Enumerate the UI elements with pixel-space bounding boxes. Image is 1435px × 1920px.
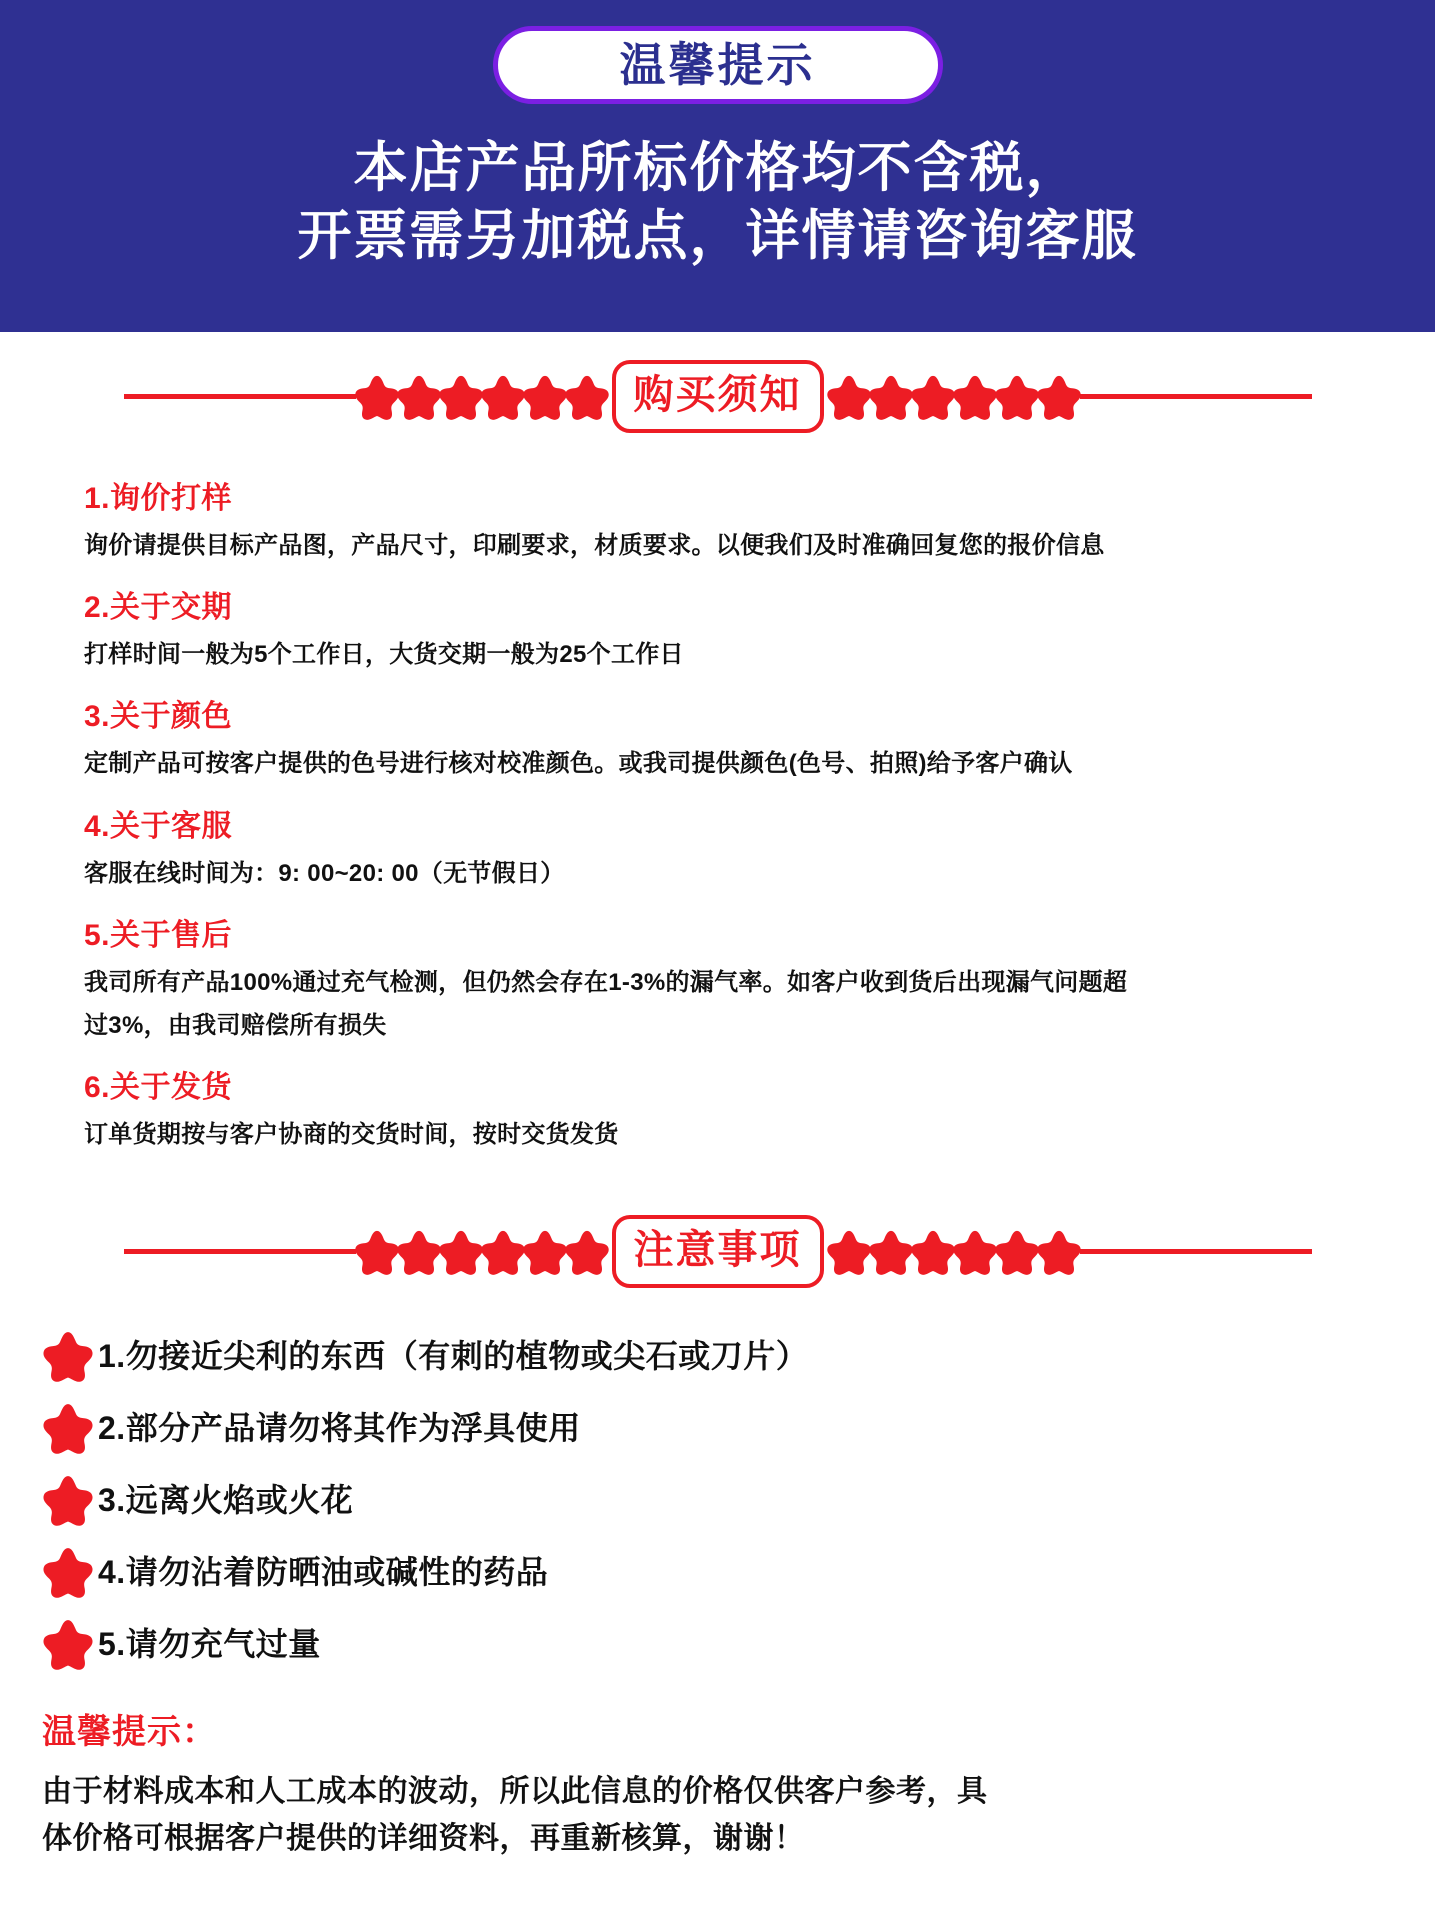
notice-heading: 6.关于发货 (84, 1071, 233, 1105)
notice-body-continued: 过3%，由我司赔偿所有损失 (84, 1011, 387, 1039)
divider-rule-left (124, 394, 356, 399)
divider-label-box-purchase-notice (612, 360, 824, 433)
notice-item (84, 910, 1435, 1044)
notice-heading: 4.关于客服 (84, 809, 233, 843)
attention-item (42, 1330, 1435, 1382)
footer-tip-line-1: 由于材料成本和人工成本的波动，所以此信息的价格仅供客户参考，具 (42, 1775, 988, 1809)
notice-item (84, 801, 1435, 892)
footer-tip (0, 1690, 1435, 1862)
header-line-2: 开票需另加税点，详情请咨询客服 (297, 206, 1138, 267)
notice-item (84, 691, 1435, 782)
divider-attention (0, 1215, 1435, 1288)
attention-text: 3.远离火焰或火花 (98, 1482, 354, 1519)
star-icon (564, 374, 610, 420)
notice-body: 我司所有产品100%通过充气检测，但仍然会存在1-3%的漏气率。如客户收到货后出现漏气问题超 (84, 968, 1128, 996)
attention-item (42, 1402, 1435, 1454)
attention-text: 4.请勿沾着防晒油或碱性的药品 (98, 1554, 549, 1591)
notice-item (84, 1062, 1435, 1153)
divider-stars-right (828, 1229, 1080, 1275)
star-icon (396, 374, 442, 420)
notice-heading: 5.关于售后 (84, 918, 233, 952)
star-icon (952, 374, 998, 420)
attention-item (42, 1474, 1435, 1526)
header-badge (493, 26, 943, 104)
purchase-notice-list (0, 433, 1435, 1153)
star-icon (438, 1229, 484, 1275)
attention-text: 2.部分产品请勿将其作为浮具使用 (98, 1410, 581, 1447)
notice-heading: 1.询价打样 (84, 482, 233, 515)
notice-body: 打样时间一般为5个工作日，大货交期一般为25个工作日 (84, 641, 684, 669)
notice-item (84, 473, 1435, 564)
notice-body: 客服在线时间为：9: 00~20: 00（无节假日） (84, 859, 565, 887)
star-icon (42, 1402, 94, 1454)
star-icon (564, 1229, 610, 1275)
notice-heading: 2.关于交期 (84, 591, 233, 625)
attention-text: 5.请勿充气过量 (98, 1626, 321, 1663)
star-icon (994, 1229, 1040, 1275)
notice-body: 定制产品可按客户提供的色号进行核对校准颜色。或我司提供颜色(色号、拍照)给予客户确认 (84, 750, 1073, 778)
header-badge-label: 温馨提示 (619, 39, 816, 91)
star-icon (42, 1546, 94, 1598)
star-icon (952, 1229, 998, 1275)
star-icon (826, 374, 872, 420)
divider-stars-left (356, 374, 608, 420)
notice-heading: 3.关于颜色 (84, 700, 233, 734)
header-banner (0, 0, 1435, 332)
star-icon (910, 1229, 956, 1275)
header-line-1: 本店产品所标价格均不含税， (353, 138, 1082, 198)
divider-label-attention: 注意事项 (633, 1228, 802, 1273)
star-icon (396, 1229, 442, 1275)
star-icon (42, 1330, 94, 1382)
star-icon (42, 1618, 94, 1670)
star-icon (480, 374, 526, 420)
attention-list (0, 1288, 1435, 1670)
star-icon (438, 374, 484, 420)
attention-item (42, 1546, 1435, 1598)
star-icon (522, 1229, 568, 1275)
attention-text: 1.勿接近尖利的东西（有刺的植物或尖石或刀片） (98, 1338, 809, 1375)
notice-body: 询价请提供目标产品图，产品尺寸，印刷要求，材质要求。以便我们及时准确回复您的报价信息 (84, 532, 1105, 559)
attention-item (42, 1618, 1435, 1670)
spacer-above-divider-two (0, 1171, 1435, 1215)
spacer-above-divider-one (0, 332, 1435, 360)
divider-rule-right (1080, 394, 1312, 399)
star-icon (354, 1229, 400, 1275)
divider-rule-left (124, 1249, 356, 1254)
footer-tip-line-2: 体价格可根据客户提供的详细资料，再重新核算，谢谢！ (42, 1821, 805, 1855)
star-icon (480, 1229, 526, 1275)
star-icon (868, 1229, 914, 1275)
star-icon (522, 374, 568, 420)
divider-label-box-attention (612, 1215, 824, 1288)
star-icon (826, 1229, 872, 1275)
divider-label-purchase-notice: 购买须知 (633, 373, 802, 417)
star-icon (354, 374, 400, 420)
divider-rule-right (1080, 1249, 1312, 1254)
star-icon (910, 374, 956, 420)
divider-stars-right (828, 374, 1080, 420)
star-icon (994, 374, 1040, 420)
footer-tip-heading: 温馨提示： (42, 1713, 217, 1752)
star-icon (42, 1474, 94, 1526)
divider-stars-left (356, 1229, 608, 1275)
star-icon (1036, 374, 1082, 420)
star-icon (868, 374, 914, 420)
notice-body: 订单货期按与客户协商的交货时间，按时交货发货 (84, 1121, 619, 1149)
divider-purchase-notice (0, 360, 1435, 433)
notice-item (84, 582, 1435, 673)
star-icon (1036, 1229, 1082, 1275)
